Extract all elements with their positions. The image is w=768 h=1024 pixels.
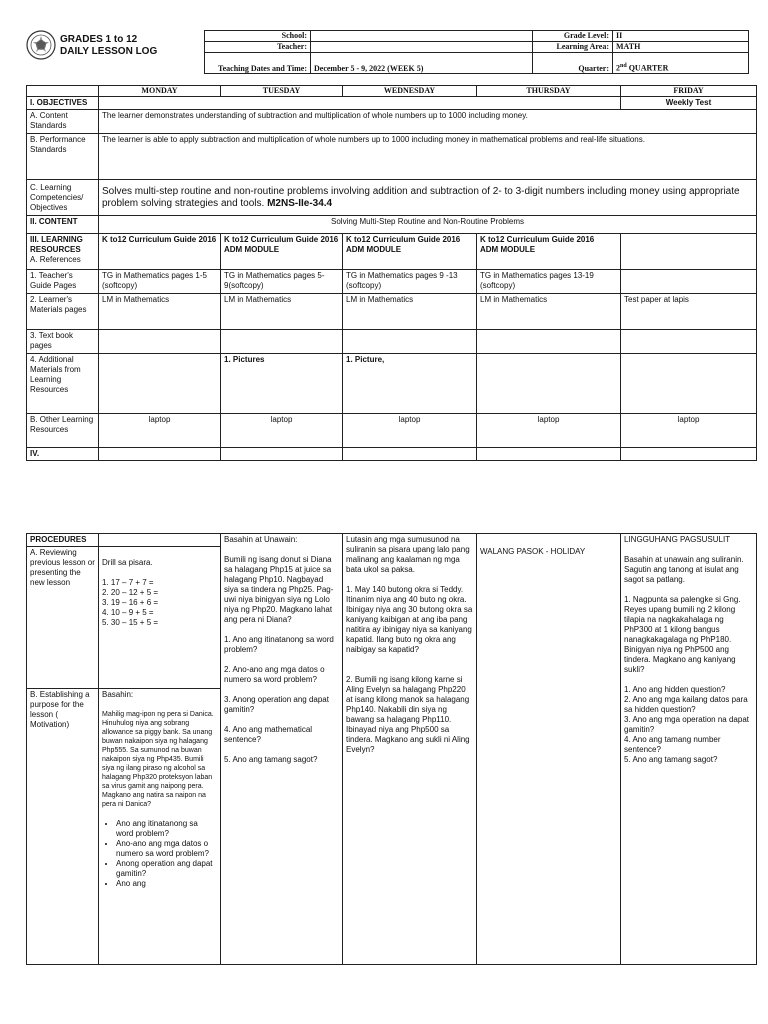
mon-drill-item-1: 1. 17 – 7 + 7 = <box>102 578 154 587</box>
learning-resources-title: III. LEARNING RESOURCES <box>30 235 83 254</box>
tg-tuesday: TG in Mathematics pages 5-9(softcopy) <box>221 270 343 294</box>
mon-drill-title: Drill sa pisara. <box>102 558 153 567</box>
teaching-dates-label: Teaching Dates and Time: <box>205 53 311 74</box>
learning-area-field[interactable]: MATH <box>613 42 749 53</box>
ref-wednesday-text: K to12 Curriculum Guide 2016 <box>346 235 461 244</box>
textbook-thursday <box>477 330 621 354</box>
lm-tuesday: LM in Mathematics <box>221 294 343 330</box>
additional-monday <box>99 354 221 414</box>
iv-thursday <box>477 448 621 461</box>
content-label: II. CONTENT <box>27 216 99 234</box>
mon-reading-bullets <box>102 819 217 889</box>
thu-holiday: WALANG PASOK - HOLIDAY <box>480 547 586 556</box>
school-label: School: <box>205 31 311 42</box>
tue-question-4: 4. Ano ang mathematical sentence? <box>224 725 313 744</box>
textbook-monday <box>99 330 221 354</box>
grade-level-field[interactable]: II <box>613 31 749 42</box>
ref-thursday <box>477 234 621 270</box>
ref-thursday-text: K to12 Curriculum Guide 2016 <box>480 235 595 244</box>
content-standards-row <box>27 110 757 134</box>
mon-reading-title: Basahin: <box>102 690 134 699</box>
procedures-label: PROCEDURES <box>27 534 99 547</box>
tue-question-5: 5. Ano ang tamang sagot? <box>224 755 318 764</box>
day-header-wednesday: WEDNESDAY <box>343 86 477 97</box>
tue-question-2: 2. Ano-ano ang mga datos o numero sa word problem? <box>224 665 325 684</box>
day-header-tuesday: TUESDAY <box>221 86 343 97</box>
quarter-label: Quarter: <box>533 53 613 74</box>
learning-area-label: Learning Area: <box>533 42 613 53</box>
reviewing-label: A. Reviewing previous lesson or presenting the new lesson <box>27 547 99 689</box>
quarter-field[interactable] <box>613 53 749 74</box>
proc-friday <box>621 534 757 965</box>
tg-wednesday: TG in Mathematics pages 9 -13 (softcopy) <box>343 270 477 294</box>
corner-cell <box>27 86 99 97</box>
additional-materials-label: 4. Additional Materials from Learning Resources <box>27 354 99 414</box>
learning-resources-label <box>27 234 99 270</box>
lm-thursday: LM in Mathematics <box>477 294 621 330</box>
form-title-line2: DAILY LESSON LOG <box>60 46 158 57</box>
day-header-thursday: THURSDAY <box>477 86 621 97</box>
procedures-header-row <box>27 534 757 547</box>
mon-bullet-4: • Ano ang <box>116 879 217 889</box>
proc-thursday <box>477 534 621 965</box>
mon-drill <box>99 547 221 689</box>
mon-drill-item-4: 4. 10 – 9 + 5 = <box>102 608 154 617</box>
mon-reading <box>99 689 221 965</box>
procedures-table <box>26 533 757 965</box>
lm-friday: Test paper at lapis <box>621 294 757 330</box>
mon-drill-item-2: 2. 20 – 12 + 5 = <box>102 588 159 597</box>
purpose-label: B. Establishing a purpose for the lesson ( Motivation) <box>27 689 99 965</box>
competency-description: Solves multi-step routine and non-routine problems involving addition and subtraction of 2- to 3-digit numbers including money using appropriate problem solving strategies and tools. <box>102 185 740 209</box>
fri-problem: 1. Nagpunta sa palengke si Gng. Reyes upang bumili ng 2 kilong tilapia na nagkakahalaga ng PhP300 at 1 kilong bangus nanagkakagalaga ng PhP180. Binigyan niya ng PhP500 ang tindera. Magkano ang kaniyang sukli? <box>624 595 741 674</box>
deped-seal-logo <box>26 30 56 60</box>
other-wednesday: laptop <box>343 414 477 448</box>
teacher-field[interactable] <box>311 42 533 53</box>
content-text: Solving Multi-Step Routine and Non-Routine Problems <box>99 216 757 234</box>
ref-tuesday-text: K to12 Curriculum Guide 2016 <box>224 235 339 244</box>
iv-label: IV. <box>27 448 99 461</box>
mon-bullet-2: • Ano-ano ang mga datos o numero sa word problem? <box>116 839 217 859</box>
form-title-line1: GRADES 1 to 12 <box>60 34 138 45</box>
references-label: A. References <box>30 255 81 264</box>
fri-question-5: 5. Ano ang tamang sagot? <box>624 755 718 764</box>
tg-thursday: TG in Mathematics pages 13-19 (softcopy) <box>477 270 621 294</box>
performance-standards-row <box>27 134 757 180</box>
learning-competencies-row <box>27 180 757 216</box>
ref-friday <box>621 234 757 270</box>
fri-question-2: 2. Ano ang mga kailang datos para sa hidden question? <box>624 695 748 714</box>
content-row <box>27 216 757 234</box>
content-standards-label: A. Content Standards <box>27 110 99 134</box>
textbook-wednesday <box>343 330 477 354</box>
mon-drill-item-3: 3. 19 – 16 + 6 = <box>102 598 159 607</box>
additional-wednesday: 1. Picture, <box>343 354 477 414</box>
tue-question-3: 3. Anong operation ang dapat gamitin? <box>224 695 329 714</box>
ref-wednesday <box>343 234 477 270</box>
wed-intro: Lutasin ang mga sumusunod na suliranin sa pisara upang lalo pang malinang ang kaalaman ng mga bata ukol sa paksa. <box>346 535 470 574</box>
iv-wednesday <box>343 448 477 461</box>
competency-code: M2NS-IIe-34.4 <box>267 197 333 209</box>
other-thursday: laptop <box>477 414 621 448</box>
grade-level-label: Grade Level: <box>533 31 613 42</box>
iv-monday <box>99 448 221 461</box>
ref-monday-text: K to12 Curriculum Guide 2016 <box>102 235 217 244</box>
quarter-suffix: nd <box>620 63 627 70</box>
teachers-guide-label: 1. Teacher's Guide Pages <box>27 270 99 294</box>
form-title <box>60 34 157 58</box>
lesson-log-table <box>26 85 757 461</box>
mon-bullet-1: • Ano ang itinatanong sa word problem? <box>116 819 217 839</box>
proc-wednesday <box>343 534 477 965</box>
tg-friday <box>621 270 757 294</box>
quarter-text: QUARTER <box>626 64 669 73</box>
mon-bullet-3: • Anong operation ang dapat gamitin? <box>116 859 217 879</box>
objectives-empty <box>99 97 621 110</box>
friday-weekly-test: Weekly Test <box>621 97 757 110</box>
ref-thursday-extra: ADM MODULE <box>480 245 536 254</box>
other-monday: laptop <box>99 414 221 448</box>
tue-story: Bumili ng isang donut si Diana sa halagang Php15 at juice sa halagang Php10. Nagbayad siya sa tindera ng Php25. Pag-uwi niya binigyan siya ng Lolo niya ng Php20. Magkano lahat ang pera ni Diana? <box>224 555 334 624</box>
references-row <box>27 234 757 270</box>
fri-title: LINGGUHANG PAGSUSULIT <box>624 535 731 544</box>
other-tuesday: laptop <box>221 414 343 448</box>
learners-materials-label: 2. Learner's Materials pages <box>27 294 99 330</box>
ref-wednesday-extra: ADM MODULE <box>346 245 402 254</box>
tue-question-1: 1. Ano ang itinatanong sa word problem? <box>224 635 334 654</box>
additional-thursday <box>477 354 621 414</box>
text-book-row <box>27 330 757 354</box>
lm-wednesday: LM in Mathematics <box>343 294 477 330</box>
other-resources-label: B. Other Learning Resources <box>27 414 99 448</box>
day-header-row <box>27 86 757 97</box>
ref-tuesday-extra: ADM MODULE <box>224 245 280 254</box>
iv-row <box>27 448 757 461</box>
learning-competencies-label: C. Learning Competencies/ Objectives <box>27 180 99 216</box>
objectives-row <box>27 97 757 110</box>
textbook-tuesday <box>221 330 343 354</box>
day-header-monday: MONDAY <box>99 86 221 97</box>
additional-materials-row <box>27 354 757 414</box>
header-info-table <box>204 30 749 74</box>
iv-tuesday <box>221 448 343 461</box>
wed-problem-1: 1. May 140 butong okra si Teddy. Itinanim niya ang 40 buto ng okra. Ibinigay niya ang 30 butong okra sa kaniyang kaibigan at ang iba pang natitira ay ibinigay niya sa kaniyang kapatid. Ilang buto ng okra ang naibigay sa kapatid? <box>346 585 473 654</box>
day-header-friday: FRIDAY <box>621 86 757 97</box>
additional-tuesday: 1. Pictures <box>221 354 343 414</box>
content-standards-text: The learner demonstrates understanding of subtraction and multiplication of whole numbers up to 1000 including money. <box>99 110 757 134</box>
performance-standards-label: B. Performance Standards <box>27 134 99 180</box>
other-resources-row <box>27 414 757 448</box>
teachers-guide-row <box>27 270 757 294</box>
wed-problem-2: 2. Bumili ng isang kilong karne si Aling Evelyn sa halagang Php220 at isang kilong manok sa halagang Php140. Nakabili din siya ng bawang sa halagang Php110. Ibinayad niya ang Php500 sa tindera. Magkano ang sukli ni Aling Evelyn? <box>346 675 470 754</box>
tue-title: Basahin at Unawain: <box>224 535 298 544</box>
ref-monday <box>99 234 221 270</box>
other-friday: laptop <box>621 414 757 448</box>
performance-standards-text: The learner is able to apply subtraction and multiplication of whole numbers up to 1000 including money in mathematical problems and real-life situations. <box>99 134 757 180</box>
fri-intro: Basahin at unawain ang suliranin. Sagutin ang tanong at isulat ang sagot sa patlang. <box>624 555 744 584</box>
school-field[interactable] <box>311 31 533 42</box>
lm-monday: LM in Mathematics <box>99 294 221 330</box>
textbook-friday <box>621 330 757 354</box>
teacher-label: Teacher: <box>205 42 311 53</box>
fri-question-3: 3. Ano ang mga operation na dapat gamitin? <box>624 715 749 734</box>
proc-tuesday <box>221 534 343 965</box>
additional-friday <box>621 354 757 414</box>
learning-competencies-text <box>99 180 757 216</box>
quarter-number: 2 <box>616 64 620 73</box>
objectives-label: I. OBJECTIVES <box>27 97 99 110</box>
fri-question-1: 1. Ano ang hidden question? <box>624 685 726 694</box>
tg-monday: TG in Mathematics pages 1-5 (softcopy) <box>99 270 221 294</box>
fri-question-4: 4. Ano ang tamang number sentence? <box>624 735 721 754</box>
iv-friday <box>621 448 757 461</box>
mon-reading-story: Mahilig mag-ipon ng pera si Danica. Hinuhulog niya ang sobrang allowance sa piggy bank. Sa unang buwan nakaipon siya ng halagang Php555. Sa sumunod na buwan nakaipon siya ng Php435. Bumili siya ng ilang piraso ng alcohol sa halagang Php320 proteksyon laban sa virus gamit ang naipong pera. Magkano ang natira sa naipon na pera ni Danica? <box>102 711 214 808</box>
text-book-label: 3. Text book pages <box>27 330 99 354</box>
mon-drill-item-5: 5. 30 – 15 + 5 = <box>102 618 159 627</box>
ref-tuesday <box>221 234 343 270</box>
teaching-dates-field[interactable]: December 5 - 9, 2022 (WEEK 5) <box>311 53 533 74</box>
proc-header-monday <box>99 534 221 547</box>
learners-materials-row <box>27 294 757 330</box>
